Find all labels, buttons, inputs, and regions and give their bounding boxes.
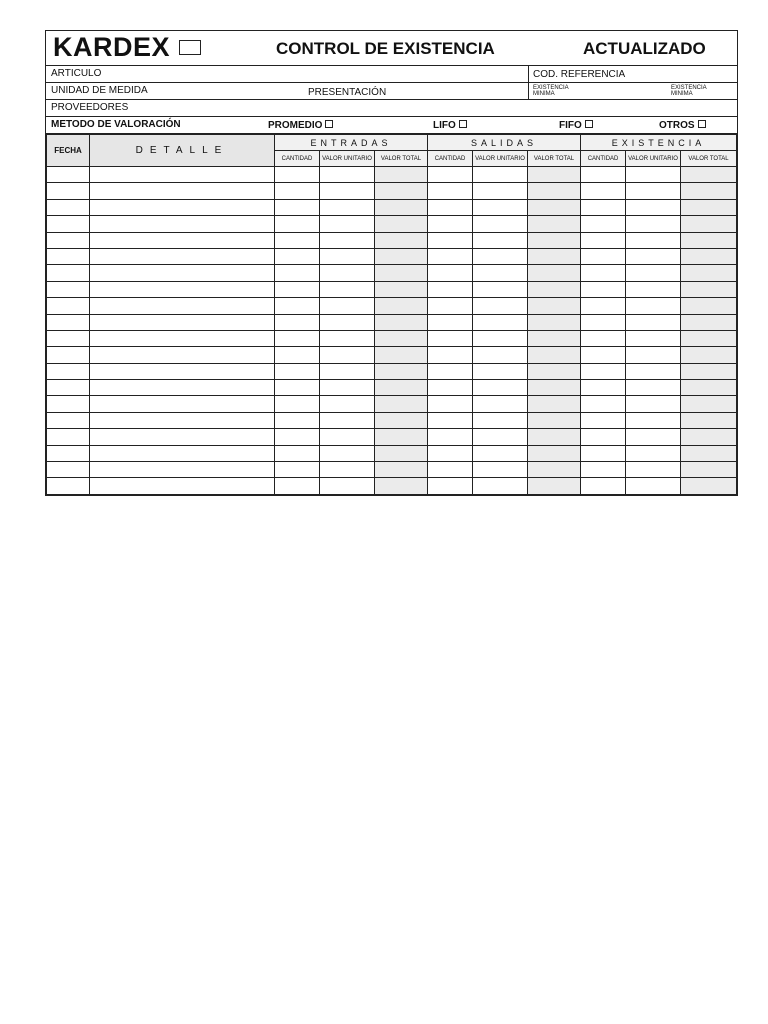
table-cell[interactable] (428, 248, 473, 264)
table-cell[interactable] (428, 216, 473, 232)
table-cell[interactable] (275, 216, 320, 232)
table-cell[interactable] (47, 347, 90, 363)
table-cell[interactable] (473, 265, 528, 281)
table-cell[interactable] (320, 462, 375, 478)
table-cell[interactable] (47, 248, 90, 264)
table-cell[interactable] (90, 412, 275, 428)
salidas-cantidad-header: CANTIDAD (428, 151, 473, 167)
lifo-checkbox[interactable] (459, 120, 467, 128)
table-cell[interactable] (428, 380, 473, 396)
existencia-header: EXISTENCIA (581, 135, 737, 151)
table-cell[interactable] (581, 281, 626, 297)
table-cell[interactable] (581, 429, 626, 445)
table-cell[interactable] (90, 396, 275, 412)
table-cell[interactable] (528, 478, 581, 494)
table-cell[interactable] (275, 330, 320, 346)
table-cell[interactable] (528, 216, 581, 232)
table-cell[interactable] (47, 412, 90, 428)
table-cell[interactable] (375, 478, 428, 494)
table-cell[interactable] (473, 248, 528, 264)
fifo-label: FIFO (559, 120, 582, 131)
table-cell[interactable] (320, 412, 375, 428)
table-cell[interactable] (626, 330, 681, 346)
table-cell[interactable] (320, 298, 375, 314)
table-cell[interactable] (47, 380, 90, 396)
otros-checkbox[interactable] (698, 120, 706, 128)
table-cell[interactable] (375, 216, 428, 232)
table-cell[interactable] (320, 167, 375, 183)
table-row (47, 347, 737, 363)
table-cell[interactable] (626, 363, 681, 379)
table-cell[interactable] (375, 298, 428, 314)
table-cell[interactable] (320, 183, 375, 199)
table-cell[interactable] (681, 445, 737, 461)
fecha-header: FECHA (47, 135, 90, 167)
table-cell[interactable] (275, 265, 320, 281)
table-cell[interactable] (626, 232, 681, 248)
table-cell[interactable] (473, 298, 528, 314)
salidas-valor-total-header: VALOR TOTAL (528, 151, 581, 167)
table-cell[interactable] (375, 199, 428, 215)
table-row (47, 265, 737, 281)
entradas-cantidad-header: CANTIDAD (275, 151, 320, 167)
table-cell[interactable] (626, 462, 681, 478)
table-row (47, 216, 737, 232)
table-cell[interactable] (626, 412, 681, 428)
table-cell[interactable] (681, 216, 737, 232)
table-cell[interactable] (275, 281, 320, 297)
table-cell[interactable] (47, 183, 90, 199)
table-cell[interactable] (47, 298, 90, 314)
table-row (47, 167, 737, 183)
table-cell[interactable] (528, 298, 581, 314)
table-cell[interactable] (681, 314, 737, 330)
table-cell[interactable] (275, 363, 320, 379)
table-cell[interactable] (528, 462, 581, 478)
table-cell[interactable] (47, 232, 90, 248)
table-cell[interactable] (90, 347, 275, 363)
table-cell[interactable] (375, 396, 428, 412)
table-cell[interactable] (275, 298, 320, 314)
table-cell[interactable] (275, 167, 320, 183)
table-cell[interactable] (581, 314, 626, 330)
table-cell[interactable] (473, 462, 528, 478)
table-cell[interactable] (275, 199, 320, 215)
table-cell[interactable] (275, 478, 320, 494)
table-cell[interactable] (681, 347, 737, 363)
salidas-valor-unitario-header: VALOR UNITARIO (473, 151, 528, 167)
table-cell[interactable] (581, 248, 626, 264)
table-cell[interactable] (90, 216, 275, 232)
table-cell[interactable] (375, 445, 428, 461)
table-row (47, 462, 737, 478)
table-cell[interactable] (473, 314, 528, 330)
table-cell[interactable] (90, 199, 275, 215)
table-cell[interactable] (626, 298, 681, 314)
table-cell[interactable] (375, 380, 428, 396)
table-cell[interactable] (320, 265, 375, 281)
table-row (47, 330, 737, 346)
table-cell[interactable] (581, 232, 626, 248)
table-cell[interactable] (428, 445, 473, 461)
promedio-option (268, 120, 322, 131)
table-cell[interactable] (528, 167, 581, 183)
table-cell[interactable] (320, 363, 375, 379)
table-cell[interactable] (275, 462, 320, 478)
table-cell[interactable] (626, 216, 681, 232)
table-cell[interactable] (428, 412, 473, 428)
table-cell[interactable] (90, 445, 275, 461)
fifo-option (559, 120, 582, 131)
table-cell[interactable] (90, 248, 275, 264)
table-cell[interactable] (375, 347, 428, 363)
table-cell[interactable] (375, 429, 428, 445)
table-cell[interactable] (375, 412, 428, 428)
kardex-table-body (47, 167, 737, 495)
table-cell[interactable] (528, 265, 581, 281)
table-cell[interactable] (47, 396, 90, 412)
table-cell[interactable] (90, 478, 275, 494)
unidad-row (46, 83, 737, 100)
table-cell[interactable] (473, 396, 528, 412)
table-cell[interactable] (528, 380, 581, 396)
table-cell[interactable] (320, 445, 375, 461)
table-row (47, 314, 737, 330)
detalle-header: DETALLE (90, 135, 275, 167)
table-cell[interactable] (428, 281, 473, 297)
table-cell[interactable] (428, 462, 473, 478)
table-cell[interactable] (581, 199, 626, 215)
table-cell[interactable] (90, 330, 275, 346)
table-cell[interactable] (581, 298, 626, 314)
table-cell[interactable] (581, 265, 626, 281)
table-cell[interactable] (581, 380, 626, 396)
table-cell[interactable] (681, 478, 737, 494)
table-cell[interactable] (528, 445, 581, 461)
table-cell[interactable] (473, 429, 528, 445)
table-cell[interactable] (428, 347, 473, 363)
form-status: ACTUALIZADO (583, 39, 706, 58)
entradas-header: ENTRADAS (275, 135, 428, 151)
existencia-cantidad-header: CANTIDAD (581, 151, 626, 167)
table-cell[interactable] (581, 216, 626, 232)
existencia-valor-total-header: VALOR TOTAL (681, 151, 737, 167)
table-row (47, 183, 737, 199)
table-cell[interactable] (275, 347, 320, 363)
table-cell[interactable] (581, 330, 626, 346)
table-cell[interactable] (528, 429, 581, 445)
table-cell[interactable] (428, 265, 473, 281)
table-cell[interactable] (473, 232, 528, 248)
table-cell[interactable] (375, 330, 428, 346)
table-cell[interactable] (473, 347, 528, 363)
existencia-minima-label-2: EXISTENCIA MINIMA (671, 85, 707, 97)
table-cell[interactable] (320, 380, 375, 396)
table-cell[interactable] (90, 281, 275, 297)
table-cell[interactable] (626, 396, 681, 412)
table-cell[interactable] (528, 412, 581, 428)
table-cell[interactable] (528, 314, 581, 330)
unidad-medida-label: UNIDAD DE MEDIDA (51, 85, 148, 96)
table-cell[interactable] (90, 183, 275, 199)
table-cell[interactable] (581, 363, 626, 379)
promedio-label: PROMEDIO (268, 120, 323, 131)
table-cell[interactable] (626, 478, 681, 494)
table-row (47, 478, 737, 494)
table-cell[interactable] (275, 248, 320, 264)
lifo-label: LIFO (433, 120, 456, 131)
otros-label: OTROS (659, 120, 695, 131)
otros-option (659, 120, 695, 131)
table-cell[interactable] (47, 265, 90, 281)
form-header (46, 31, 737, 66)
table-cell[interactable] (681, 396, 737, 412)
table-cell[interactable] (581, 183, 626, 199)
table-row (47, 380, 737, 396)
table-cell[interactable] (47, 167, 90, 183)
table-cell[interactable] (473, 281, 528, 297)
table-cell[interactable] (47, 363, 90, 379)
table-cell[interactable] (626, 314, 681, 330)
table-cell[interactable] (275, 183, 320, 199)
table-cell[interactable] (681, 380, 737, 396)
table-cell[interactable] (275, 429, 320, 445)
articulo-row (46, 66, 737, 83)
table-cell[interactable] (581, 445, 626, 461)
table-cell[interactable] (681, 248, 737, 264)
table-cell[interactable] (90, 363, 275, 379)
table-cell[interactable] (626, 429, 681, 445)
table-cell[interactable] (275, 396, 320, 412)
lifo-option (433, 120, 456, 131)
table-cell[interactable] (528, 363, 581, 379)
table-cell[interactable] (528, 248, 581, 264)
table-cell[interactable] (47, 199, 90, 215)
table-cell[interactable] (375, 183, 428, 199)
articulo-label: ARTICULO (51, 68, 102, 79)
table-cell[interactable] (375, 248, 428, 264)
table-cell[interactable] (473, 167, 528, 183)
table-cell[interactable] (528, 199, 581, 215)
table-cell[interactable] (275, 380, 320, 396)
logo-checkbox[interactable] (179, 40, 201, 55)
table-cell[interactable] (473, 199, 528, 215)
metodo-label: METODO DE VALORACIÓN (51, 119, 181, 130)
table-cell[interactable] (90, 380, 275, 396)
table-cell[interactable] (375, 363, 428, 379)
table-cell[interactable] (90, 462, 275, 478)
table-cell[interactable] (375, 314, 428, 330)
table-row (47, 396, 737, 412)
cod-referencia-label: COD. REFERENCIA (533, 69, 626, 80)
table-cell[interactable] (428, 298, 473, 314)
table-row (47, 429, 737, 445)
table-cell[interactable] (528, 281, 581, 297)
table-cell[interactable] (681, 363, 737, 379)
form-title: CONTROL DE EXISTENCIA (276, 39, 495, 58)
table-cell[interactable] (47, 281, 90, 297)
table-cell[interactable] (90, 232, 275, 248)
kardex-form (45, 30, 738, 496)
table-cell[interactable] (626, 183, 681, 199)
table-cell[interactable] (90, 314, 275, 330)
table-cell[interactable] (47, 478, 90, 494)
fifo-checkbox[interactable] (585, 120, 593, 128)
table-cell[interactable] (473, 380, 528, 396)
table-row (47, 281, 737, 297)
table-cell[interactable] (528, 232, 581, 248)
table-cell[interactable] (528, 347, 581, 363)
table-cell[interactable] (375, 232, 428, 248)
table-cell[interactable] (47, 462, 90, 478)
table-cell[interactable] (275, 232, 320, 248)
table-cell[interactable] (681, 412, 737, 428)
table-cell[interactable] (428, 314, 473, 330)
table-cell[interactable] (428, 199, 473, 215)
table-cell[interactable] (626, 199, 681, 215)
proveedores-label: PROVEEDORES (51, 102, 129, 113)
table-cell[interactable] (581, 478, 626, 494)
table-row (47, 298, 737, 314)
table-cell[interactable] (473, 330, 528, 346)
table-cell[interactable] (47, 445, 90, 461)
table-cell[interactable] (47, 314, 90, 330)
table-cell[interactable] (320, 248, 375, 264)
table-cell[interactable] (681, 462, 737, 478)
table-cell[interactable] (681, 167, 737, 183)
table-cell[interactable] (428, 183, 473, 199)
table-cell[interactable] (473, 216, 528, 232)
table-cell[interactable] (681, 330, 737, 346)
table-cell[interactable] (320, 199, 375, 215)
table-cell[interactable] (626, 445, 681, 461)
table-row (47, 248, 737, 264)
kardex-table (46, 134, 737, 495)
table-cell[interactable] (320, 281, 375, 297)
table-cell[interactable] (581, 347, 626, 363)
table-cell[interactable] (626, 265, 681, 281)
table-cell[interactable] (528, 183, 581, 199)
promedio-checkbox[interactable] (325, 120, 333, 128)
table-cell[interactable] (428, 363, 473, 379)
table-row (47, 232, 737, 248)
table-cell[interactable] (47, 429, 90, 445)
table-cell[interactable] (428, 396, 473, 412)
table-cell[interactable] (473, 412, 528, 428)
table-cell[interactable] (428, 478, 473, 494)
table-cell[interactable] (626, 248, 681, 264)
table-cell[interactable] (528, 330, 581, 346)
table-cell[interactable] (320, 429, 375, 445)
table-cell[interactable] (681, 265, 737, 281)
table-cell[interactable] (375, 265, 428, 281)
table-cell[interactable] (428, 429, 473, 445)
table-cell[interactable] (320, 314, 375, 330)
table-cell[interactable] (320, 330, 375, 346)
table-cell[interactable] (681, 199, 737, 215)
table-cell[interactable] (275, 445, 320, 461)
table-cell[interactable] (275, 314, 320, 330)
table-cell[interactable] (581, 396, 626, 412)
table-cell[interactable] (626, 281, 681, 297)
form-logo: KARDEX (53, 32, 171, 62)
table-cell[interactable] (626, 347, 681, 363)
table-cell[interactable] (320, 347, 375, 363)
table-cell[interactable] (581, 167, 626, 183)
table-cell[interactable] (90, 167, 275, 183)
table-cell[interactable] (90, 429, 275, 445)
table-cell[interactable] (375, 167, 428, 183)
table-cell[interactable] (626, 167, 681, 183)
table-cell[interactable] (473, 445, 528, 461)
table-cell[interactable] (681, 183, 737, 199)
table-cell[interactable] (528, 396, 581, 412)
table-cell[interactable] (90, 298, 275, 314)
entradas-valor-unitario-header: VALOR UNITARIO (320, 151, 375, 167)
entradas-valor-total-header: VALOR TOTAL (375, 151, 428, 167)
table-row (47, 445, 737, 461)
table-cell[interactable] (681, 281, 737, 297)
table-cell[interactable] (47, 216, 90, 232)
existencia-minima-label-1: EXISTENCIA MINIMA (533, 85, 569, 97)
table-cell[interactable] (581, 412, 626, 428)
table-row (47, 363, 737, 379)
proveedores-row (46, 100, 737, 117)
table-cell[interactable] (581, 462, 626, 478)
table-cell[interactable] (473, 478, 528, 494)
table-cell[interactable] (428, 330, 473, 346)
table-cell[interactable] (320, 232, 375, 248)
table-cell[interactable] (375, 462, 428, 478)
existencia-valor-unitario-header: VALOR UNITARIO (626, 151, 681, 167)
table-cell[interactable] (473, 363, 528, 379)
table-cell[interactable] (320, 396, 375, 412)
table-cell[interactable] (428, 232, 473, 248)
table-cell[interactable] (275, 412, 320, 428)
table-cell[interactable] (47, 330, 90, 346)
table-row (47, 412, 737, 428)
table-cell[interactable] (375, 281, 428, 297)
table-cell[interactable] (90, 265, 275, 281)
table-cell[interactable] (626, 380, 681, 396)
presentacion-label: PRESENTACIÓN (308, 87, 387, 98)
table-row (47, 199, 737, 215)
table-cell[interactable] (681, 429, 737, 445)
table-cell[interactable] (681, 298, 737, 314)
table-cell[interactable] (473, 183, 528, 199)
metodo-row (46, 117, 737, 134)
salidas-header: SALIDAS (428, 135, 581, 151)
table-cell[interactable] (320, 216, 375, 232)
table-cell[interactable] (428, 167, 473, 183)
table-cell[interactable] (320, 478, 375, 494)
table-cell[interactable] (681, 232, 737, 248)
